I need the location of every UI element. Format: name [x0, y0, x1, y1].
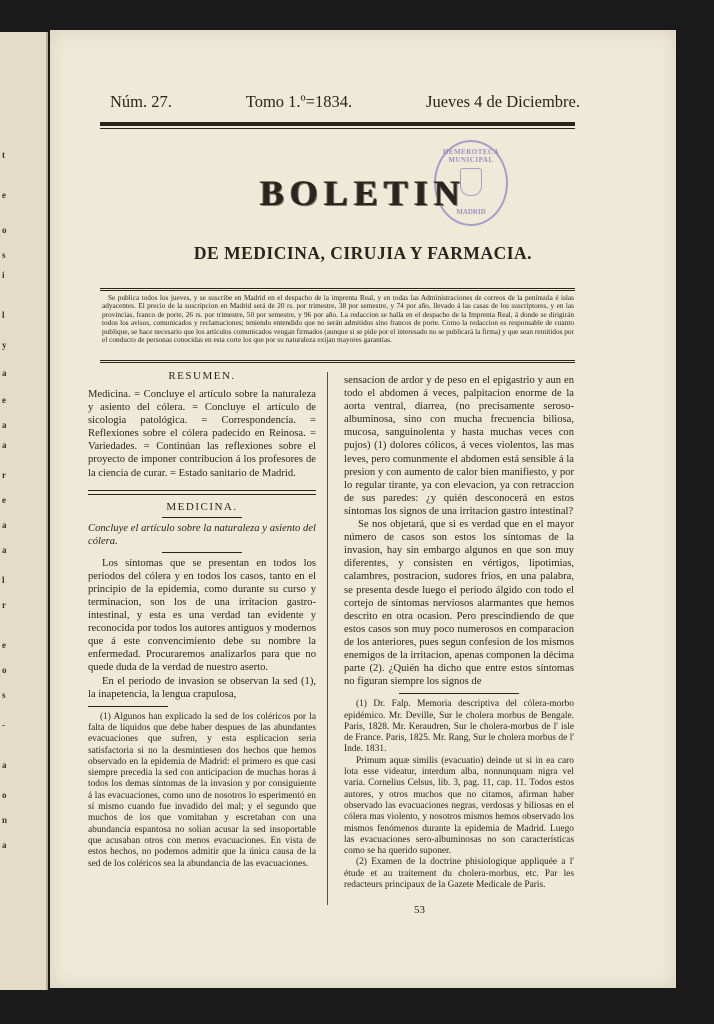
- facing-page-letter: s: [2, 250, 6, 260]
- notice-rule-top: [100, 288, 575, 289]
- article-rule: [162, 552, 242, 553]
- footnote-rule: [88, 706, 168, 707]
- subscription-notice: [102, 294, 574, 344]
- facing-page-letter: r: [2, 470, 6, 480]
- notice-rule-bottom: [100, 360, 575, 361]
- facing-page-letter: e: [2, 190, 6, 200]
- facing-page-letter: l: [2, 310, 5, 320]
- footnote-left: (1) Algunos han explicado la sed de los coléricos por la falta de líquidos que debe haber despues de las abundantes evacuaciones que sufren, y esta esplicacion seria satisfactoria si no la desmintiesen dos hechos que hemos observado en la epidemia de Madrid: el primero es que casi siempre precedia la sed con anticipacion de muchas horas á todos los demas síntomas de la invasion y por consiguiente á las evacuaciones, como uno de nosotros lo esperimentó en sí mismo cuando fue invadido del mal; y el segundo que muchos de los que vomitaban y escretaban con una abundancia espantosa no solian acusar la sed insoportable que acusaban otros con menos evacuaciones. En vista de estos hechos, no podemos admitir que la única causa de la sed de los coléricos sea la abundancia de las evacuaciones.: [88, 711, 316, 869]
- footnote-right-1: (1) Dr. Falp. Memoria descriptiva del cólera-morbo epidémico. Mr. Deville, Sur le cholera morbus de Bengale. Paris, 1828. Mr. Keraudren, Sur le cholera-morbus de l' isle de France. Paris, 1825. Mr. Rang, Sur le cholera morbus de l' Inde. 1831.: [344, 699, 574, 755]
- facing-page-letter: a: [2, 420, 7, 430]
- summary-text: Medicina. = Concluye el artículo sobre la naturaleza y asiento del cólera. = Concluye el artículo de sicologia patológica. = Correspondencia. = Reflexiones sobre el cólera padecido en Reinosa. = Variedades. = Continúan las reflexiones sobre el proyecto de imponer contribucion á los profesores de la ciencia de curar. = Estado sanitario de Madrid.: [88, 389, 316, 479]
- facing-page-letter: a: [2, 520, 7, 530]
- stamp-text-top: HEMEROTECA MUNICIPAL: [442, 148, 500, 164]
- facing-page-letter: t: [2, 150, 5, 160]
- facing-page-letter: a: [2, 440, 7, 450]
- masthead-line: [110, 92, 580, 112]
- facing-page-letter: o: [2, 665, 7, 675]
- facing-page-letter: y: [2, 340, 7, 350]
- facing-page-letter: e: [2, 495, 6, 505]
- article-title: Concluye el artículo sobre la naturaleza y asiento del cólera.: [88, 522, 316, 547]
- column-divider: [327, 372, 328, 905]
- right-column: [344, 374, 574, 891]
- left-column: [88, 370, 316, 870]
- stamp-text-bottom: MADRID: [456, 208, 486, 216]
- facing-page-letter: l: [2, 575, 5, 585]
- volume-year: Tomo 1.º=1834.: [245, 92, 353, 111]
- facing-page-letter: a: [2, 368, 7, 378]
- summary-divider: [88, 490, 316, 495]
- newspaper-page: [50, 30, 676, 988]
- facing-page-letter: e: [2, 395, 6, 405]
- facing-page-letter: o: [2, 790, 7, 800]
- facing-page-letter: -: [2, 720, 5, 730]
- facing-page-letter: a: [2, 840, 7, 850]
- facing-page-letter: a: [2, 545, 7, 555]
- facing-page-letter: o: [2, 225, 7, 235]
- facing-page-letter: e: [2, 640, 6, 650]
- section-heading: MEDICINA.: [166, 500, 238, 513]
- page-number: 53: [414, 904, 425, 916]
- article-paragraph-2: En el periodo de invasion se observan la sed (1), la inapetencia, la lengua crapulosa,: [88, 675, 316, 700]
- summary-heading: RESUMEN.: [168, 370, 236, 382]
- facing-page-letter: n: [2, 815, 8, 825]
- article-paragraph-3: sensacion de ardor y de peso en el epigastrio y aun en todo el abdomen á veces, palpitacion enorme de la aorta ventral, diarrea, (no precisamente seroso-albuminosa, sino con mucha frecuencia biliosa, mucosa, sanguinolenta y hasta muchas veces con pujos) (1) dolores cólicos, á veces violentos, las mas leves, pero comunmente el abdomen está sensible á la presion y con aumento de calor bien manifiesto, y por lo regular tirante, ya con elevacion, ya con retraccion de sus paredes: ¿y quién desconocerá en estos síntomas los signos de una irritacion gastro intestinal?: [344, 375, 574, 517]
- newspaper-title: BOLETIN: [259, 173, 467, 213]
- masthead-rule-thin: [100, 128, 575, 129]
- masthead-rule: [100, 122, 575, 126]
- newspaper-subtitle: DE MEDICINA, CIRUJIA Y FARMACIA.: [193, 243, 533, 263]
- footnote-rule-right: [399, 693, 519, 694]
- facing-page-letter: a: [2, 760, 7, 770]
- facing-page-letter: r: [2, 600, 6, 610]
- notice-rule-top-2: [100, 290, 575, 291]
- notice-text: Se publica todos los jueves, y se suscribe en Madrid en el despacho de la imprenta Real, y en todas las Administraciones de correos de la península é islas adyacentes. El precio de la suscripcion en Madrid será de 20 rs. por trimestre, 38 por semestre, y 74 por año, llevado á las casas de los suscriptores, y en las provincias, franco de porte, 26 rs. por trimestre, 50 por semestre, y 96 por año. La redaccion se halla en el despacho de la Imprenta Real, á donde se dirigirán todos los avisos, comunicados y reclamaciones; teniendo entendido que no serán admitidos sino francos de porte. Como la redaccion es responsable de cuanto publique, se hace necesario que los artículos comunicados vengan firmados (aunque si se pide por el interesado no se publicará la firma) y que sean remitidos por el conducto de personas conocidas en esta corte los que por su naturaleza exijan mayores garantías.: [102, 293, 574, 345]
- section-rule: [162, 517, 242, 518]
- footnote-right-2: (2) Examen de la doctrine phisiologique appliquée a l' étude et au traitement du cholera-morbus, etc. Par les redacteurs principaux de la Gazete Medicale de Paris.: [344, 857, 574, 890]
- notice-rule-bottom-2: [100, 362, 575, 363]
- facing-page-letter: i: [2, 270, 5, 280]
- article-paragraph-4: Se nos objetará, que si es verdad que en el mayor número de casos son estos los síntomas de la invasion, hay sin embargo algunos en que son muy diferentes, y consisten en vértigos, lipotimias, calambres, postracion, sudores frios, en una palabra, se presenta desde luego el periodo álgido con todo el cortejo de síntomas nerviosos alarmantes que hemos descrito en otra ocasion. Pero prescindiendo de que estos casos son muy poco numerosos en comparacion de los anteriores, pues segun confesion de los mismos enemigos de la irritacion, apenas componen la décima parte (2). ¿Quién ha dicho que entre estos síntomas no figuran siempre los signos de: [344, 519, 574, 688]
- article-paragraph-1: Los síntomas que se presentan en todos los periodos del cólera y en todos los casos, tanto en el principio de la epidemia, como durante su curso y terminacion, son los de una irritacion gastro-intestinal, y esta es una verdad tan evidente y reconocida por todos los autores antiguos y modernos que á este convencimiento debe su nombre la enfermedad. Procuraremos analizarlos para que no quede duda de la verdad de nuestro aserto.: [88, 557, 317, 674]
- facing-page-letter: s: [2, 690, 6, 700]
- facing-page-edge: [0, 32, 48, 990]
- issue-number: Núm. 27.: [110, 92, 172, 111]
- footnote-right-1b: Primum aquæ similis (evacuatio) deinde ut si in ea caro lota esse videatur, interdum alba, nonnunquam nigra vel varia. Cornelius Celsus, lib. 3, pag. 11, cap. 11. Todos estos autores, y otros muchos que no citamos, afirman haber observado las evacuaciones negras, verdosas y biliosas en el cólera mas violento, y nosotros mismos hemos observado los mismos fenómenos durante la epidemia de Madrid. Luego las evacuaciones sero-albuminosas no son características como se ha querido suponer.: [344, 755, 574, 857]
- issue-date: Jueves 4 de Diciembre.: [426, 92, 580, 111]
